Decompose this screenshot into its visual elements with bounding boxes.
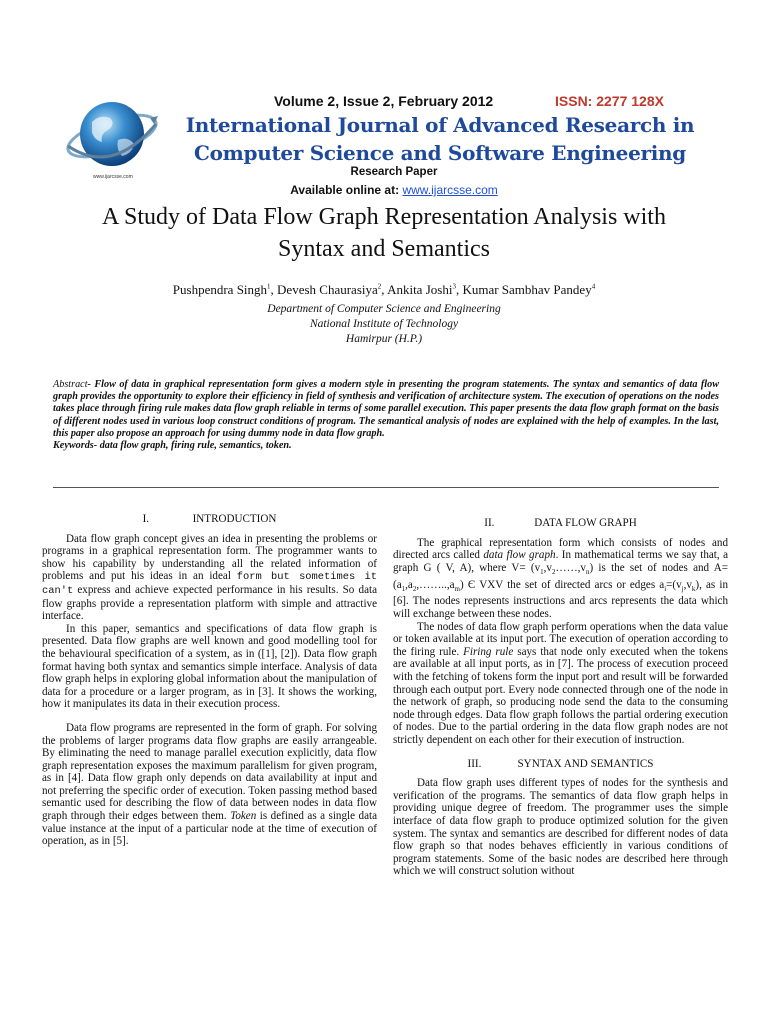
text-italic: data flow graph	[483, 549, 556, 562]
text: Data flow programs are represented in the form of graph. For solving the problems of larger programs data flow graphs are easily arrangeable. By eliminating the need to manage parallel execution explicitly, data flow graph representation exposes the maximum parallelism for given program, as in [4]. Data flow graph only depends on data availability at input and not preferring the specific order of execution. Token passing method based semantic used for describing the flow of data between nodes in data flow graph through their edges between them.	[42, 721, 377, 823]
text: Data flow graph concept gives an idea in presenting the problems or programs in a graphical representation form. The programmer wants to show his capability by understanding all the related information of problems and put his ideas in an ideal	[42, 532, 377, 583]
journal-name-line2: Computer Science and Software Engineering	[194, 141, 686, 165]
text: ……,v	[555, 561, 586, 574]
text: ,a	[405, 578, 413, 591]
text: The graphical representation form which consists of nodes and directed arcs called	[393, 536, 728, 562]
text-italic: Token	[230, 810, 257, 823]
author-sup: 4	[591, 282, 596, 291]
section-title: SYNTAX AND SEMANTICS	[517, 757, 654, 770]
section-title: INTRODUCTION	[192, 513, 277, 525]
affiliation	[0, 302, 768, 347]
abstract-label: Abstract	[53, 379, 88, 390]
author-sup: 3	[452, 282, 456, 291]
abstract	[53, 379, 719, 452]
author-name: Kumar Sambhav Pandey	[462, 282, 592, 297]
section-heading-syntax-semantics	[393, 758, 728, 771]
author-name: Pushpendra Singh	[172, 282, 268, 297]
section-number: III.	[467, 757, 482, 770]
available-online	[0, 183, 768, 197]
affiliation-inst: National Institute of Technology	[309, 318, 459, 330]
text: ,v	[683, 578, 692, 591]
text: . In mathematical terms we say that, a graph G ( V, A), where V= (v	[393, 549, 729, 574]
author-list: Pushpendra Singh$^1$, Devesh Chaurasiya$^2$, Ankita Joshi$^3$, Kumar Sambhav Pandey$^4$	[172, 282, 596, 297]
logo-caption: www.ijarcsse.com	[93, 174, 133, 180]
paper-title-line2: Syntax and Semantics	[278, 236, 490, 262]
volume-info: Volume 2, Issue 2, February 2012	[274, 93, 494, 109]
paragraph	[42, 533, 377, 623]
section-heading-introduction	[42, 513, 377, 526]
right-column	[393, 517, 728, 878]
paper-type: Research Paper	[350, 166, 438, 178]
paragraph	[393, 621, 728, 747]
journal-name	[180, 111, 700, 167]
text-mono: form but sometimes it can't	[42, 571, 377, 597]
keywords: Keywords- data flow graph, firing rule, semantics, token.	[53, 440, 292, 452]
text: ) is the set of nodes and A=(a	[393, 561, 728, 591]
left-column	[42, 513, 377, 848]
text: ,……..,a	[416, 578, 455, 591]
affiliation-dept: Department of Computer Science and Engineering	[267, 303, 501, 315]
section-number: II.	[484, 517, 495, 529]
abstract-text: - Flow of data in graphical representation form gives a modern style in presenting the program statements. The syntax and semantics of data flow graph provides the opportunity to explore their efficiency in field of synthesis and verification of architecture system. The execution of operations on the nodes takes place through firing rule makes data flow graph reliable in terms of some parallel execution. This paper presents the data flow graph format on the basis of different nodes used in various loop construct conditions of program. The semantical analysis of nodes are explained with the help of examples. In the last, this paper also propose an approach for using dummy node in data flow graph.	[53, 379, 719, 439]
divider	[53, 487, 719, 488]
paragraph: The graphical representation form which consists of nodes and directed arcs called data flow graph. In mathematical terms we say that, a graph G ( V, A), where $V= (v_1,v_2\dots\dots,v_n)$ is the set of nodes and $A=(a_1,a_2,\dots\dots..,a_m)$ Є VXV the set of directed arcs or edges $a_i=(v_j,v_k)$, as in [6]. The nodes represents instructions and arcs represents the data which will exchange between these nodes.	[393, 536, 729, 620]
author-name: Devesh Chaurasiya	[277, 282, 378, 297]
text: is defined as a single data value instance at the input of a particular node at the time of execution of operation, as in [5].	[42, 810, 377, 848]
journal-url-link[interactable]: www.ijarcsse.com	[402, 183, 498, 197]
paragraph: Data flow graph uses different types of nodes for the synthesis and verification of the programs. The semantics of data flow graph helps in providing unique degree of freedom. The programmer uses the simple interface of data flow graph to produce optimized solution for the given system. The syntax and semantics are described for different nodes of data flow graph so that nodes behaves efficiently in various conditions of program statements. Some of the basic nodes are described here through which we will construct solution without	[393, 777, 728, 878]
text: says that node only executed when the tokens are available at all input ports, as in [7]. The process of execution proceed with the fetching of tokens form the input port and result will be forwarded through each output port. Every node connected through one of the node in the network of graph, so producing node send the data to the consuming node through edges. Data flow graph follows the partial ordering execution of nodes. Due to the partial ordering in the data flow graph nodes are not strictly dependent on each other for their execution of instruction.	[393, 645, 728, 746]
section-title: DATA FLOW GRAPH	[534, 517, 637, 529]
text: =(v	[666, 578, 682, 591]
issn: ISSN: 2277 128X	[555, 93, 664, 109]
paragraph	[42, 722, 377, 848]
available-label: Available online at:	[290, 183, 403, 197]
section-heading-data-flow-graph	[393, 517, 728, 530]
author-sup: 1	[267, 282, 271, 291]
author-name: Ankita Joshi	[387, 282, 453, 297]
paper-title	[40, 201, 728, 265]
text: The nodes of data flow graph perform operations when the data value or token available at its input port. The execution of operation according to the firing rule.	[393, 620, 728, 658]
section-number: I.	[142, 513, 150, 525]
issue-line	[0, 93, 768, 113]
text: ,v	[543, 561, 552, 574]
text: ) Є VXV the set of directed arcs or edges a	[460, 578, 665, 591]
affiliation-city: Hamirpur (H.P.)	[345, 333, 423, 345]
text: express and achieve expected performance in his results. So data flow graphs provide a representation platform with simple and attractive interface.	[42, 583, 377, 623]
text-italic: Firing rule	[463, 645, 514, 658]
author-sup: 2	[377, 282, 382, 291]
paragraph: In this paper, semantics and specifications of data flow graph is presented. Data flow graphs are well known and good modelling tool for the behavioural specification of a system, as in ([1], [2]). Data flow graph format having both syntax and semantics simple interface. Analysis of data flow graph helps in exploring global information about the manipulation of data for a procedure or a larger program, as in [3]. It shows the working, how it manipulates its data in their execution process.	[42, 622, 377, 711]
paper-title-line1: A Study of Data Flow Graph Representation Analysis with	[102, 204, 666, 230]
text: ), as in [6]. The nodes represents instructions and arcs represents the data which will exchange between these nodes.	[393, 578, 728, 620]
journal-name-line1: International Journal of Advanced Research in	[185, 113, 695, 137]
